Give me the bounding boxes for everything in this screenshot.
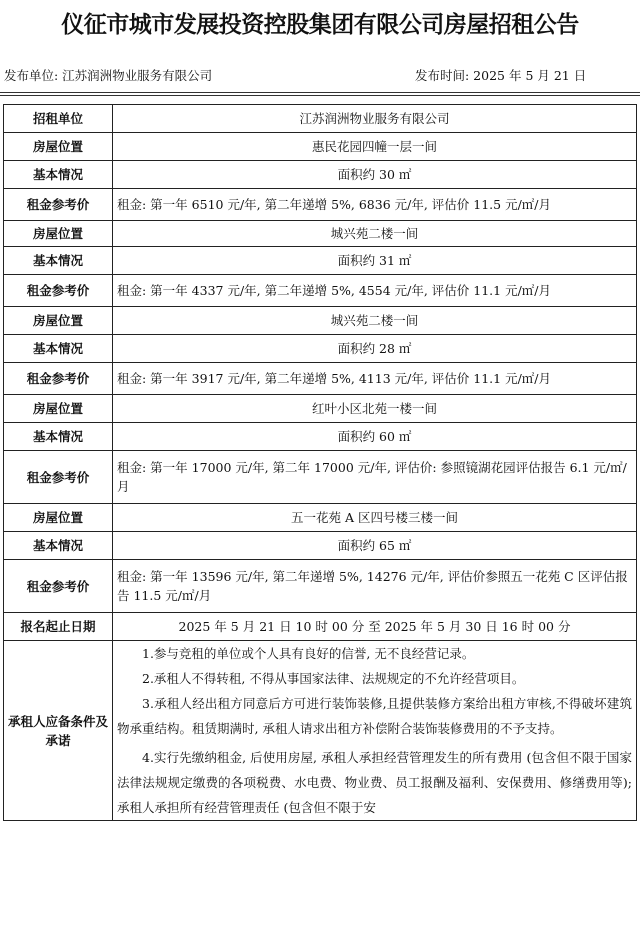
table-row (4, 423, 637, 451)
table-row (4, 532, 637, 560)
table-row (4, 395, 637, 423)
row-label: 房屋位置 (4, 504, 113, 532)
conditions-list (113, 641, 637, 821)
row-value: 租金: 第一年 13596 元/年, 第二年递增 5%, 14276 元/年, 评估价参照五一花苑 C 区评估报告 11.5 元/㎡/月 (113, 560, 637, 613)
condition-item: 4.实行先缴纳租金, 后使用房屋, 承租人承担经营管理发生的所有费用 (包含但不限于国家法律法规规定缴费的各项税费、水电费、物业费、员工报酬及福利、安保费用、修缮费用等); 承租人承担所有经营管理责任 (包含但不限于安 (117, 750, 632, 815)
table-row (4, 275, 637, 307)
row-value: 面积约 30 ㎡ (113, 161, 637, 189)
table-row (4, 613, 637, 641)
row-value: 面积约 60 ㎡ (113, 423, 637, 451)
row-label: 房屋位置 (4, 395, 113, 423)
header-divider-secondary (0, 95, 640, 96)
row-label: 基本情况 (4, 532, 113, 560)
table-row (4, 105, 637, 133)
row-label: 租金参考价 (4, 560, 113, 613)
row-value: 租金: 第一年 6510 元/年, 第二年递增 5%, 6836 元/年, 评估价 11.5 元/㎡/月 (113, 189, 637, 221)
row-value: 城兴苑二楼一间 (113, 221, 637, 247)
table-row (4, 335, 637, 363)
row-value: 红叶小区北苑一楼一间 (113, 395, 637, 423)
row-value: 租金: 第一年 3917 元/年, 第二年递增 5%, 4113 元/年, 评估价 11.1 元/㎡/月 (113, 363, 637, 395)
row-value: 城兴苑二楼一间 (113, 307, 637, 335)
row-label: 房屋位置 (4, 307, 113, 335)
row-value: 五一花苑 A 区四号楼三楼一间 (113, 504, 637, 532)
rental-info-table (3, 104, 637, 821)
table-row (4, 221, 637, 247)
row-label: 租金参考价 (4, 451, 113, 504)
table-row (4, 247, 637, 275)
row-label: 租金参考价 (4, 275, 113, 307)
row-value: 面积约 31 ㎡ (113, 247, 637, 275)
row-value: 江苏润洲物业服务有限公司 (113, 105, 637, 133)
condition-item: 3.承租人经出租方同意后方可进行装饰装修,且提供装修方案给出租方审核,不得破坏建筑物承重结构。租赁期满时, 承租人请求出租方补偿附合装饰装修费用的不予支持。 (117, 696, 632, 736)
table-row (4, 363, 637, 395)
row-value: 2025 年 5 月 21 日 10 时 00 分 至 2025 年 5 月 30 日 16 时 00 分 (113, 613, 637, 641)
row-label: 基本情况 (4, 161, 113, 189)
table-row (4, 504, 637, 532)
row-label: 基本情况 (4, 247, 113, 275)
row-value: 面积约 65 ㎡ (113, 532, 637, 560)
row-label: 基本情况 (4, 423, 113, 451)
condition-item: 1.参与竞租的单位或个人具有良好的信誉, 无不良经营记录。 (142, 646, 475, 661)
row-value: 租金: 第一年 17000 元/年, 第二年 17000 元/年, 评估价: 参照镜湖花园评估报告 6.1 元/㎡/月 (113, 451, 637, 504)
table-row (4, 451, 637, 504)
table-row (4, 560, 637, 613)
row-label: 租金参考价 (4, 363, 113, 395)
row-label: 房屋位置 (4, 221, 113, 247)
table-row (4, 133, 637, 161)
condition-item: 2.承租人不得转租, 不得从事国家法律、法规规定的不允许经营项目。 (142, 671, 525, 686)
row-label: 报名起止日期 (4, 613, 113, 641)
table-row (4, 189, 637, 221)
table-row-conditions (4, 641, 637, 821)
row-value: 租金: 第一年 4337 元/年, 第二年递增 5%, 4554 元/年, 评估价 11.1 元/㎡/月 (113, 275, 637, 307)
row-label: 基本情况 (4, 335, 113, 363)
publisher-line: 发布单位: 江苏润洲物业服务有限公司 (4, 68, 213, 83)
table-row (4, 307, 637, 335)
row-label: 租金参考价 (4, 189, 113, 221)
header-divider (0, 92, 640, 93)
row-label: 房屋位置 (4, 133, 113, 161)
table-row (4, 161, 637, 189)
conditions-label: 承租人应备条件及承诺 (4, 641, 113, 821)
page-title: 仪征市城市发展投资控股集团有限公司房屋招租公告 (61, 12, 579, 38)
row-value: 惠民花园四幢一层一间 (113, 133, 637, 161)
row-label: 招租单位 (4, 105, 113, 133)
row-value: 面积约 28 ㎡ (113, 335, 637, 363)
publish-time: 发布时间: 2025 年 5 月 21 日 (415, 68, 587, 83)
